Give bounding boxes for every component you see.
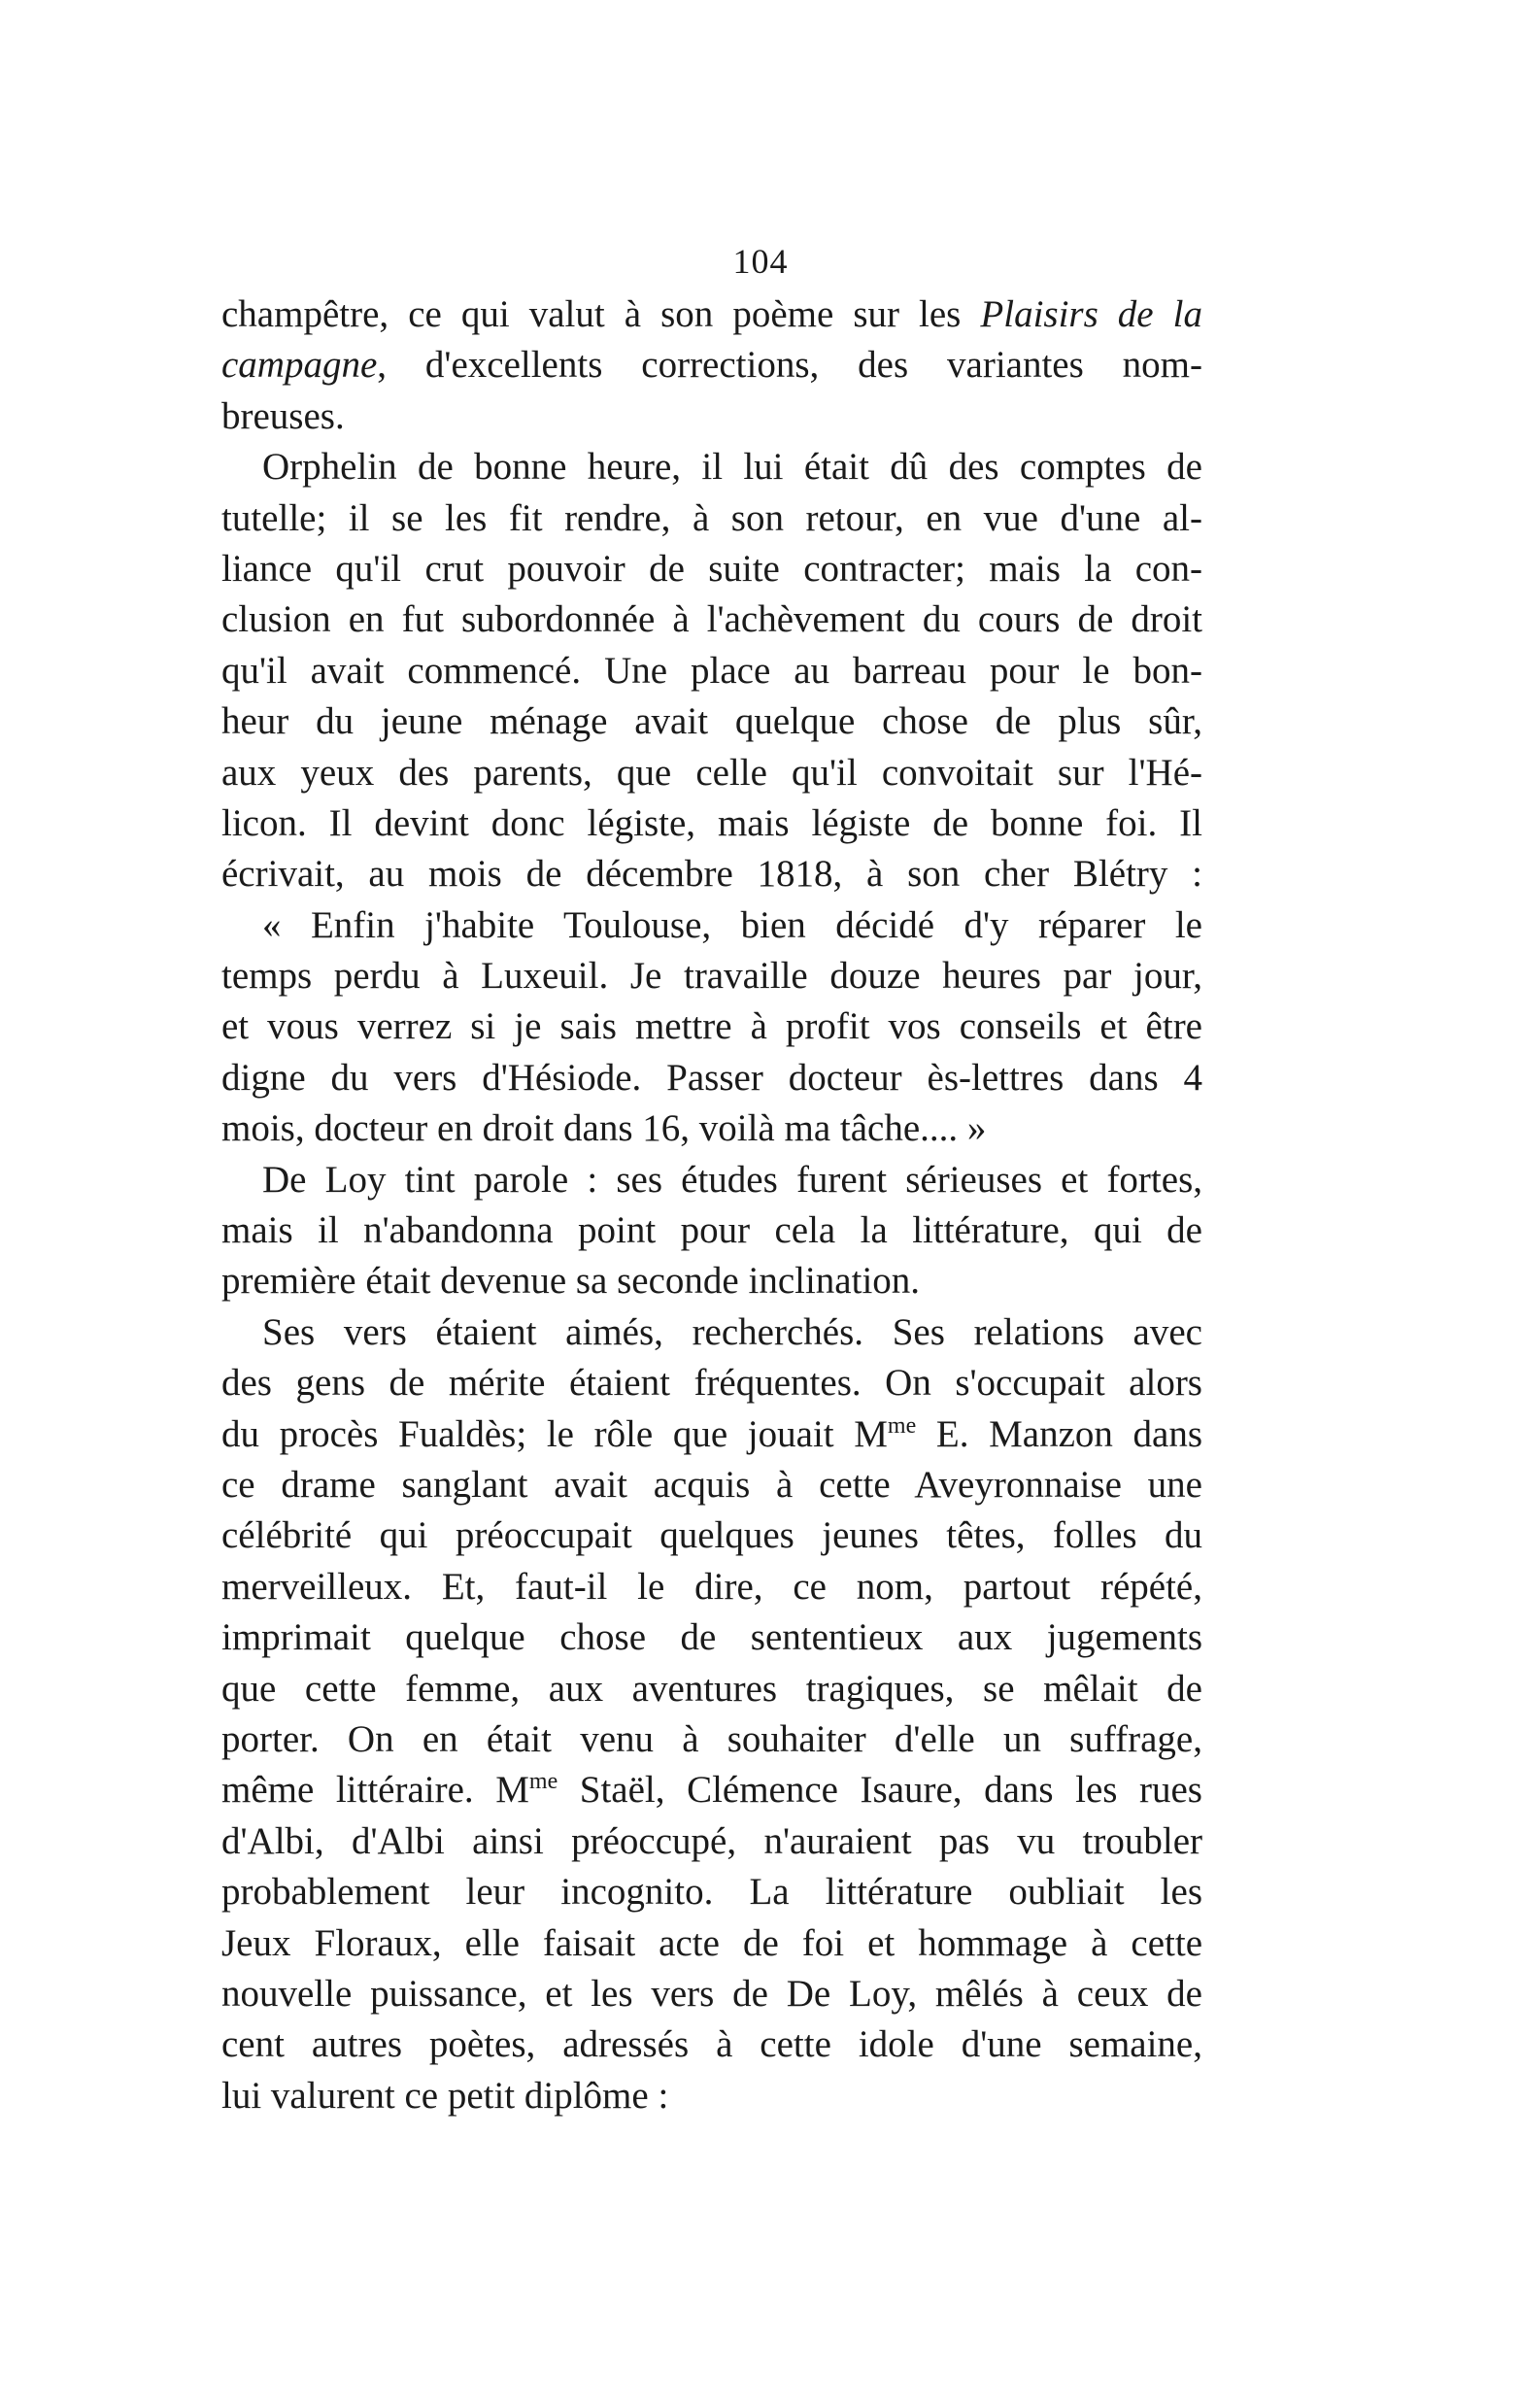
body-text bbox=[221, 289, 1202, 2121]
text-line: tutelle; il se les fit rendre, à son retour, en vue d'une al- bbox=[221, 496, 1202, 539]
text-line: champêtre, ce qui valut à son poème sur les Plaisirs de la bbox=[221, 293, 1202, 335]
text-line: Ses vers étaient aimés, recherchés. Ses relations avec bbox=[262, 1310, 1202, 1353]
text-line: merveilleux. Et, faut-il le dire, ce nom, partout répété, bbox=[221, 1565, 1202, 1608]
text-line: temps perdu à Luxeuil. Je travaille douze heures par jour, bbox=[221, 955, 1202, 998]
text-line: liance qu'il crut pouvoir de suite contracter; mais la con- bbox=[221, 547, 1202, 590]
text-line: heur du jeune ménage avait quelque chose de plus sûr, bbox=[221, 700, 1202, 743]
text-line: mois, docteur en droit dans 16, voilà ma tâche.... » bbox=[221, 1107, 987, 1150]
text-line: même littéraire. $M^{me}$ Staël, Clémence Isaure, dans les rues bbox=[221, 1769, 1202, 1812]
text-line: digne du vers d'Hésiode. Passer docteur ès-lettres dans 4 bbox=[221, 1056, 1202, 1099]
text-line: et vous verrez si je sais mettre à profit vos conseils et être bbox=[221, 1005, 1202, 1048]
text-line: licon. Il devint donc légiste, mais légiste de bonne foi. Il bbox=[221, 801, 1202, 844]
text-line: imprimait quelque chose de sententieux aux jugements bbox=[221, 1616, 1202, 1659]
text-line: « Enfin j'habite Toulouse, bien décidé d'y réparer le bbox=[262, 903, 1202, 946]
text-line: aux yeux des parents, que celle qu'il convoitait sur l'Hé- bbox=[221, 751, 1202, 794]
text-line: mais il n'abandonna point pour cela la littérature, qui de bbox=[221, 1209, 1202, 1252]
text-line: qu'il avait commencé. Une place au barreau pour le bon- bbox=[221, 649, 1202, 692]
text-line: nouvelle puissance, et les vers de De Loy, mêlés à ceux de bbox=[221, 1972, 1202, 2015]
text-line: célébrité qui préoccupait quelques jeunes têtes, folles du bbox=[221, 1514, 1202, 1557]
text-line: Jeux Floraux, elle faisait acte de foi et hommage à cette bbox=[221, 1921, 1202, 1964]
text-line: probablement leur incognito. La littérature oubliait les bbox=[221, 1871, 1202, 1914]
italic-title: Plaisirs de la bbox=[980, 293, 1202, 335]
text-line: que cette femme, aux aventures tragiques, se mêlait de bbox=[221, 1667, 1202, 1710]
page-number: 104 bbox=[732, 242, 789, 281]
text-line: lui valurent ce petit diplôme : bbox=[221, 2074, 669, 2117]
text-line: première était devenue sa seconde inclination. bbox=[221, 1260, 921, 1303]
text-line: du procès Fualdès; le rôle que jouait $M^{me}$ E. Manzon dans bbox=[221, 1412, 1202, 1455]
text-line: cent autres poètes, adressés à cette idole d'une semaine, bbox=[221, 2023, 1202, 2066]
text-line: Orphelin de bonne heure, il lui était dû des comptes de bbox=[262, 446, 1202, 489]
text-line: clusion en fut subordonnée à l'achèvement du cours de droit bbox=[221, 598, 1202, 641]
text-line: des gens de mérite étaient fréquentes. On s'occupait alors bbox=[221, 1362, 1202, 1405]
text-line: De Loy tint parole : ses études furent sérieuses et fortes, bbox=[262, 1158, 1202, 1201]
text-line: d'Albi, d'Albi ainsi préoccupé, n'auraient pas vu troubler bbox=[221, 1819, 1202, 1862]
text-line: breuses. bbox=[221, 394, 345, 437]
italic-title: campagne bbox=[221, 344, 378, 387]
text-line: porter. On en était venu à souhaiter d'elle un suffrage, bbox=[221, 1717, 1202, 1760]
text-line: campagne, d'excellents corrections, des variantes nom- bbox=[221, 344, 1202, 387]
text-line: écrivait, au mois de décembre 1818, à son cher Blétry : bbox=[221, 853, 1202, 896]
text-line: ce drame sanglant avait acquis à cette Aveyronnaise une bbox=[221, 1463, 1202, 1506]
